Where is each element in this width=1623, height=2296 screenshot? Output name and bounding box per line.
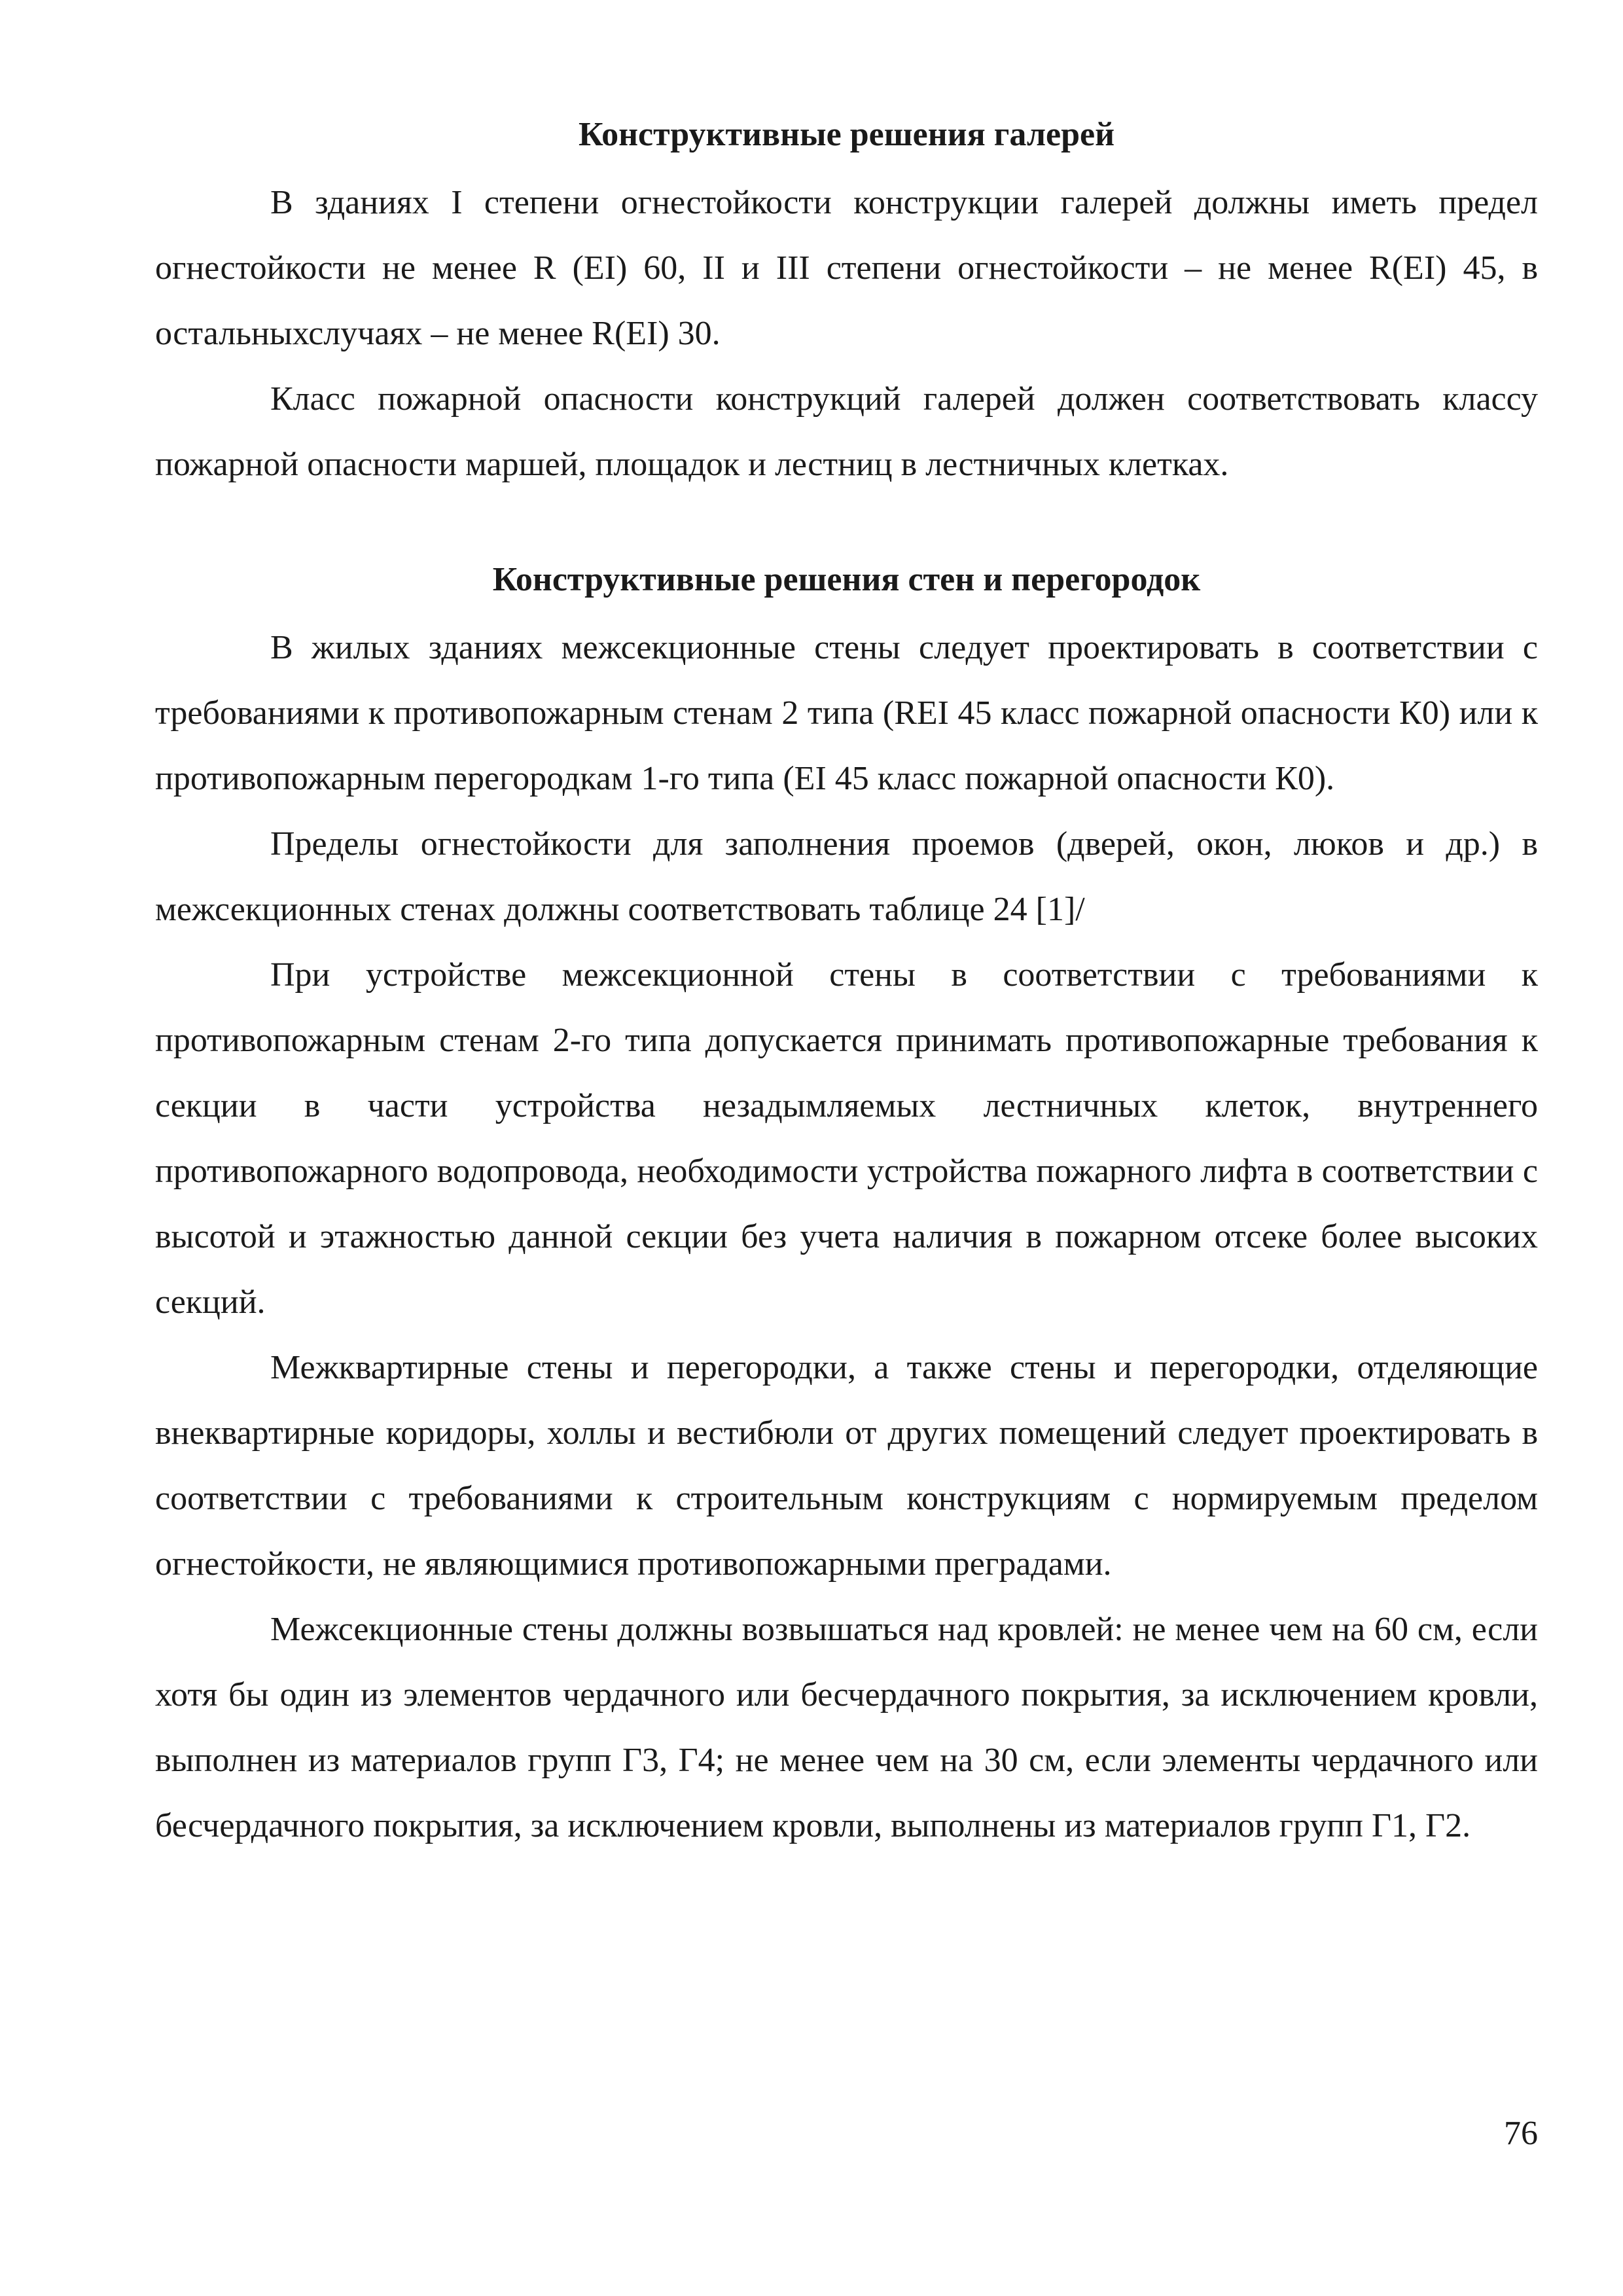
paragraph-walls-type2: При устройстве межсекционной стены в соответствии с требованиями к противопожарным стенам 2-го типа допускается принимать противопожарные требования к секции в части устройства незадымляемых лестничных клеток, внутреннего противопожарного водопровода, необходимости устройства пожарного лифта в соответствии с высотой и этажностью данной секции без учета наличия в пожарном отсеке более высоких секций.: [155, 956, 1538, 1321]
paragraph-walls-openings: Пределы огнестойкости для заполнения проемов (дверей, окон, люков и др.) в межсекционных стенах должны соответствовать таблице 24 [1]/: [155, 825, 1538, 928]
paragraph-walls-roof: Межсекционные стены должны возвышаться над кровлей: не менее чем на 60 см, если хотя бы один из элементов чердачного или бесчердачного покрытия, за исключением кровли, выполнен из материалов групп Г3, Г4; не менее чем на 30 см, если элементы чердачного или бесчердачного покрытия, за исключением кровли, выполнены из материалов групп Г1, Г2.: [155, 1611, 1538, 1844]
section-heading-walls: Конструктивные решения стен и перегородок: [492, 561, 1201, 598]
paragraph-galleries-fire-resistance: В зданиях I степени огнестойкости конструкции галерей должны иметь предел огнестойкости не менее R (EI) 60, II и III степени огнестойкости – не менее R(EI) 45, в остальныхслучаях – не менее R(EI) 30.: [155, 184, 1538, 352]
paragraph-walls-apartment: Межквартирные стены и перегородки, а также стены и перегородки, отделяющие внеквартирные коридоры, холлы и вестибюли от других помещений следует проектировать в соответствии с требованиями к строительным конструкциям с нормируемым пределом огнестойкости, не являющимися противопожарными преградами.: [155, 1349, 1538, 1583]
page-number: 76: [1504, 2115, 1538, 2152]
document-page: [155, 111, 1538, 1859]
paragraph-walls-intersection: В жилых зданиях межсекционные стены следует проектировать в соответствии с требованиями к противопожарным стенам 2 типа (REI 45 класс пожарной опасности К0) или к противопожарным перегородкам 1-го типа (EI 45 класс пожарной опасности К0).: [155, 629, 1538, 797]
paragraph-galleries-fire-class: Класс пожарной опасности конструкций галерей должен соответствовать классу пожарной опасности маршей, площадок и лестниц в лестничных клетках.: [155, 380, 1538, 483]
section-heading-galleries: Конструктивные решения галерей: [578, 116, 1115, 153]
